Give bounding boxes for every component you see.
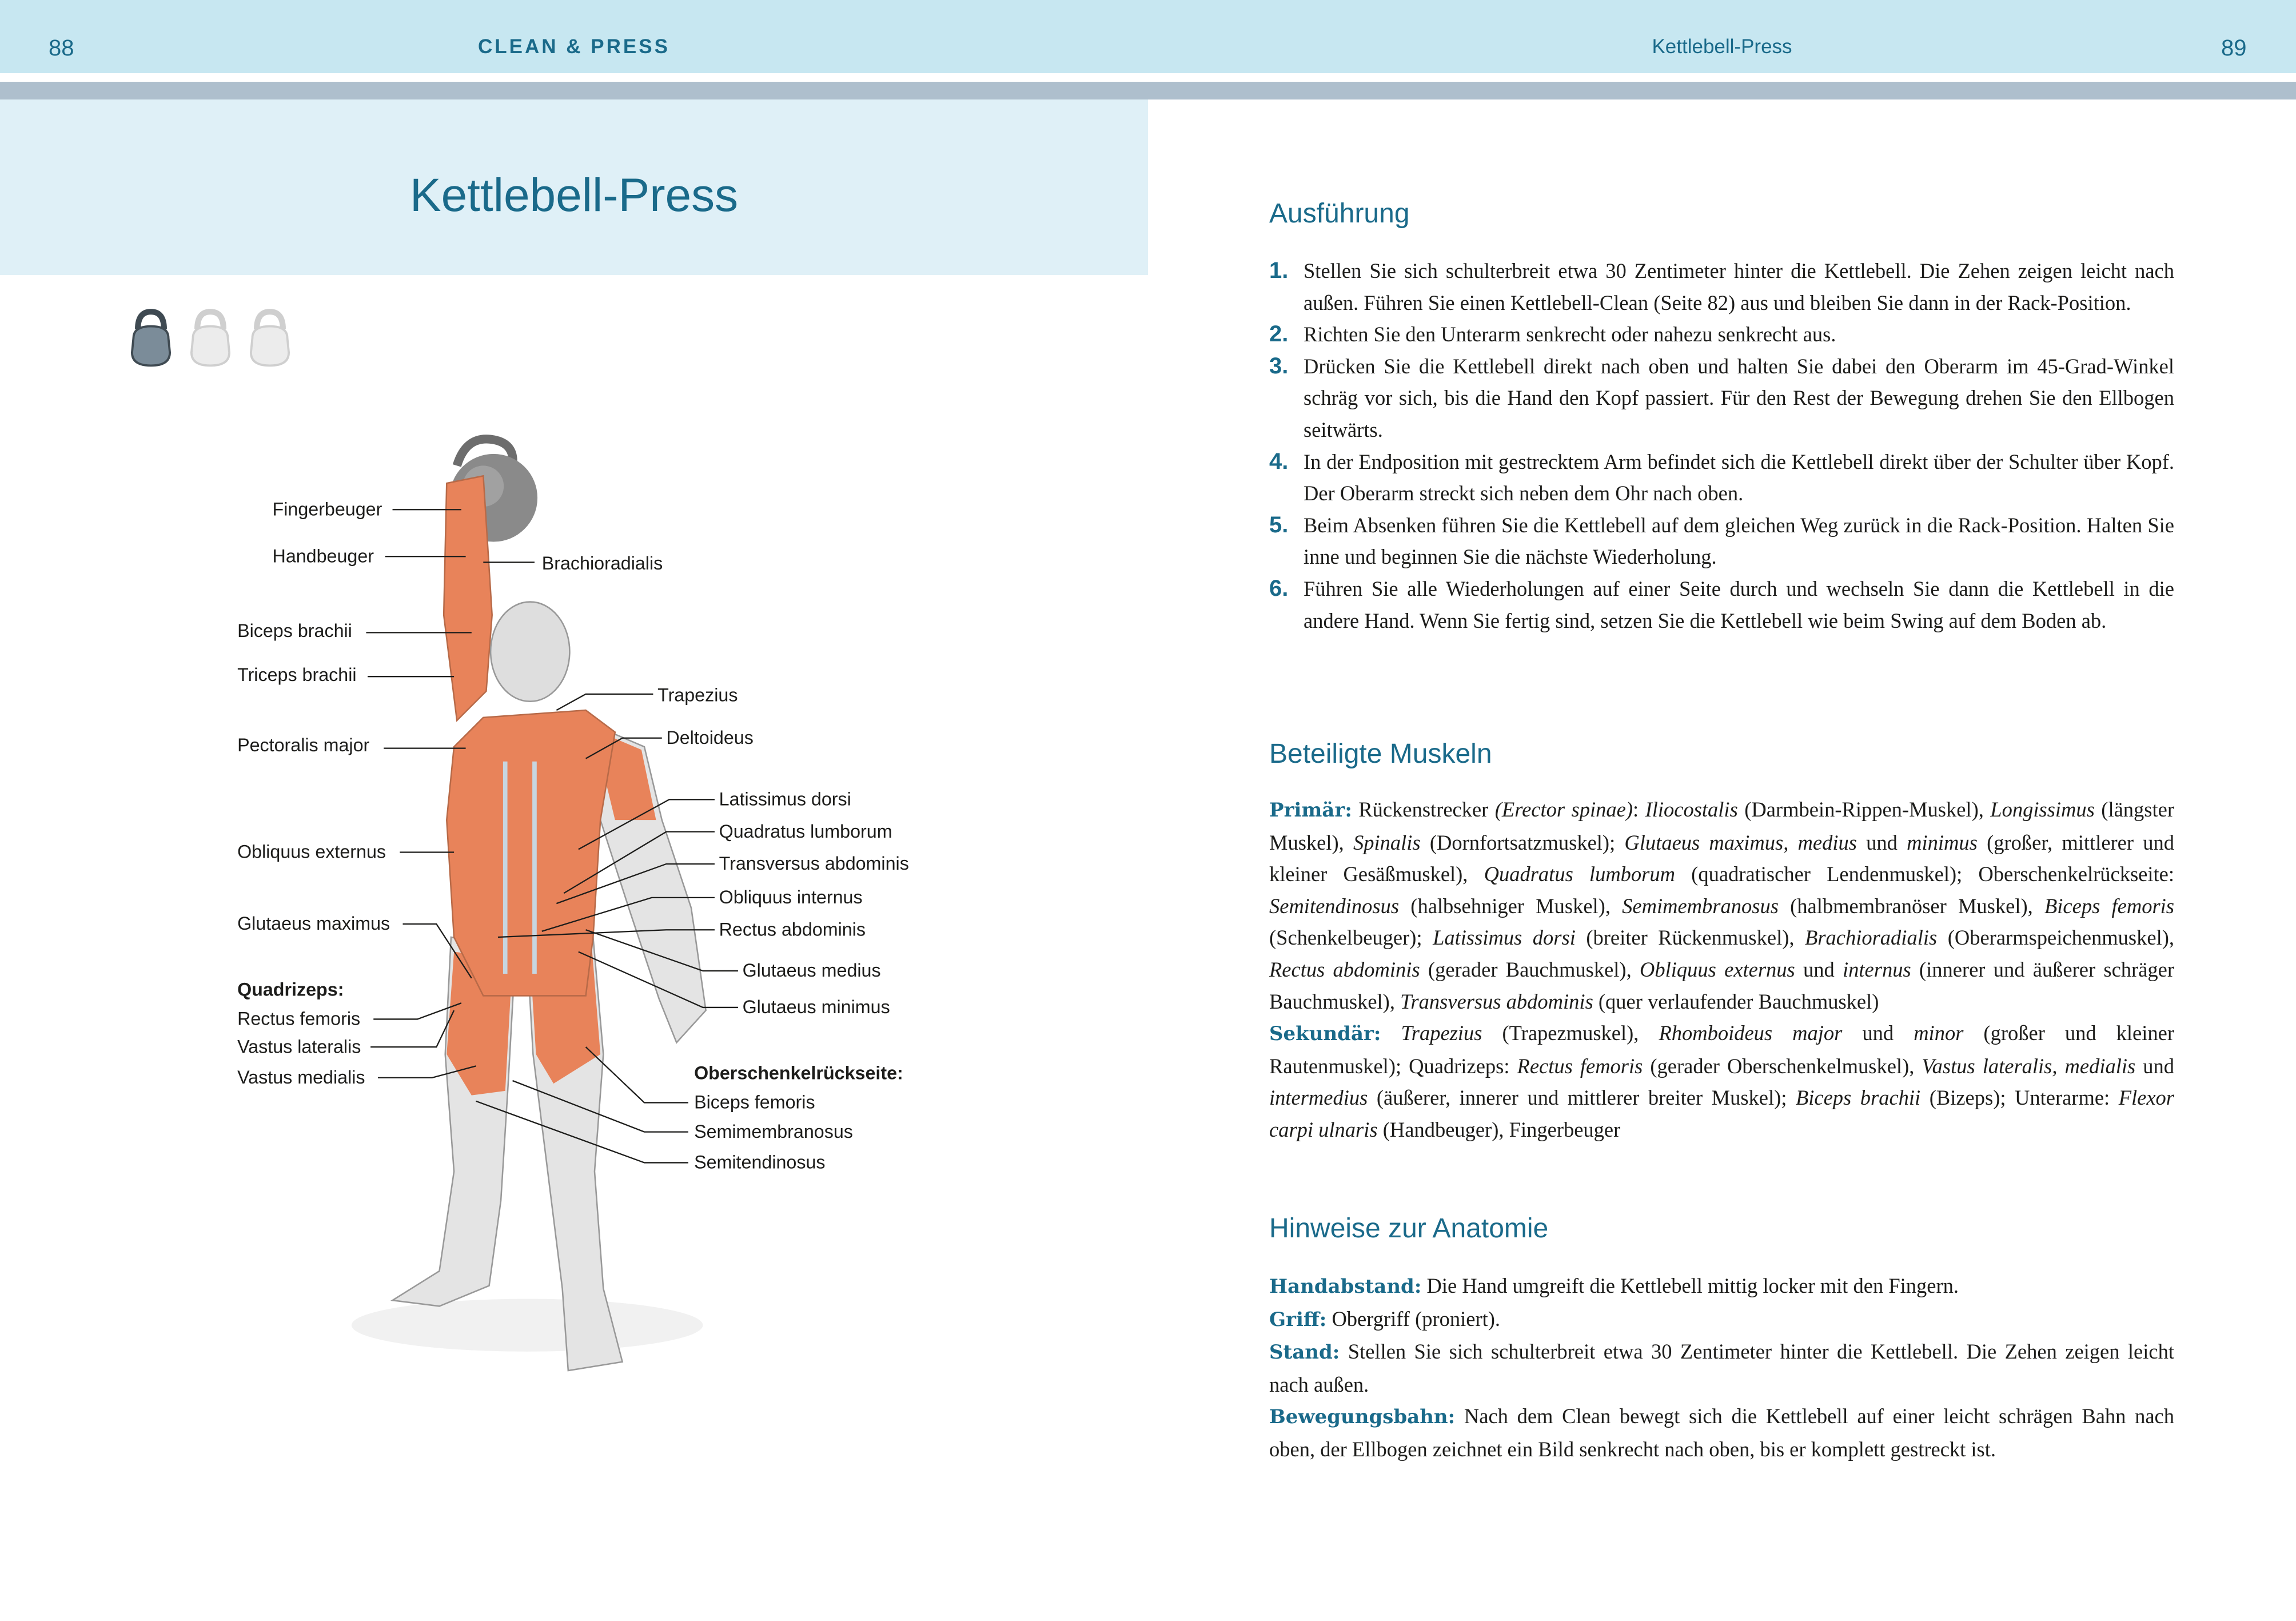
text-segment: und xyxy=(1842,1021,1914,1045)
step-item xyxy=(1269,255,2174,318)
note-label: Griff: xyxy=(1269,1308,1327,1331)
latin-term: Transversus abdominis xyxy=(1400,989,1593,1013)
latin-term: Brachioradialis xyxy=(1805,926,1938,950)
anatomy-note xyxy=(1269,1303,2174,1336)
text-segment: und xyxy=(1856,830,1907,854)
labels-left xyxy=(237,499,390,1088)
text-segment: (Trapezmuskel), xyxy=(1482,1021,1659,1045)
page-title: Kettlebell-Press xyxy=(409,169,739,221)
latin-term: Iliocostalis xyxy=(1645,798,1738,821)
text-segment: (großer und kleiner Rautenmuskel); Quadrizeps: xyxy=(1269,1021,2174,1078)
text-segment: (quadratischer Lendenmuskel); Oberschenkelrückseite: xyxy=(1675,862,2174,886)
execution-steps xyxy=(1269,255,2174,636)
note-text: Stellen Sie sich schulterbreit etwa 30 Zentimeter hinter die Kettlebell. Die Zehen zeigen leicht nach außen. xyxy=(1269,1340,2174,1396)
anatomy-note xyxy=(1269,1400,2174,1465)
text-segment: : xyxy=(1632,798,1645,821)
anatomy-notes xyxy=(1269,1270,2174,1465)
label-latissimus-dorsi: Latissimus dorsi xyxy=(719,788,851,810)
note-text: Die Hand umgreift die Kettlebell mittig locker mit den Fingern. xyxy=(1426,1274,1959,1297)
note-label: Handabstand: xyxy=(1269,1275,1422,1298)
label-obliquus-internus: Obliquus internus xyxy=(719,887,863,908)
latin-term: Biceps femoris xyxy=(2044,894,2174,918)
latin-term: Semimembranosus xyxy=(1622,894,1779,918)
label-quadratus-lumborum: Quadratus lumborum xyxy=(719,821,892,842)
secondary-muscles xyxy=(1269,1017,2174,1145)
text-segment: (Handbeuger), Fingerbeuger xyxy=(1377,1117,1621,1141)
step-number: 5. xyxy=(1269,512,1289,537)
step-item xyxy=(1269,351,2174,446)
left-running-head: CLEAN & PRESS xyxy=(478,35,670,58)
text-segment: (breiter Rückenmuskel), xyxy=(1575,926,1805,950)
step-number: 4. xyxy=(1269,448,1289,474)
left-page-number: 88 xyxy=(49,35,74,61)
text-segment: (quer verlaufender Bauchmuskel) xyxy=(1593,989,1879,1013)
note-label: Stand: xyxy=(1269,1341,1340,1364)
step-number: 6. xyxy=(1269,575,1289,601)
latin-term: Longissimus xyxy=(1990,798,2095,821)
note-label: Bewegungsbahn: xyxy=(1269,1405,1456,1429)
label-trapezius: Trapezius xyxy=(657,684,738,706)
text-segment: und xyxy=(1795,957,1843,981)
label-vastus-lateralis: Vastus lateralis xyxy=(237,1036,361,1057)
step-number: 3. xyxy=(1269,353,1289,379)
label-fingerbeuger: Fingerbeuger xyxy=(272,499,382,520)
step-number: 1. xyxy=(1269,258,1289,283)
text-segment: (Schenkelbeuger); xyxy=(1269,926,1433,950)
label-pectoralis-major: Pectoralis major xyxy=(237,734,370,755)
step-text: In der Endposition mit gestrecktem Arm befindet sich die Kettlebell direkt über der Schulter über Kopf. Der Oberarm streckt sich neben dem Ohr nach oben. xyxy=(1304,449,2174,505)
step-number: 2. xyxy=(1269,321,1289,347)
step-text: Führen Sie alle Wiederholungen auf einer Seite durch und wechseln Sie dann die Kettlebell in die andere Hand. Wenn Sie fertig sind, setzen Sie die Kettlebell wie beim Swing auf dem Boden ab. xyxy=(1304,576,2174,632)
latin-term: Latissimus dorsi xyxy=(1433,926,1576,950)
step-item xyxy=(1269,509,2174,573)
label-biceps-brachii: Biceps brachii xyxy=(237,620,352,642)
text-segment: (Darmbein-Rippen-Muskel), xyxy=(1737,798,1991,821)
heading-hinweise-anatomie: Hinweise zur Anatomie xyxy=(1269,1213,1549,1244)
latin-term: Semitendinosus xyxy=(1269,894,1400,918)
latin-term: Quadratus lumborum xyxy=(1484,862,1675,886)
text-segment: Rückenstrecker xyxy=(1358,798,1495,821)
step-item xyxy=(1269,446,2174,509)
heading-beteiligte-muskeln: Beteiligte Muskeln xyxy=(1269,739,1492,769)
step-text: Richten Sie den Unterarm senkrecht oder nahezu senkrecht aus. xyxy=(1304,322,1836,346)
step-item xyxy=(1269,318,2174,351)
label-deltoideus: Deltoideus xyxy=(666,727,754,748)
anatomy-note xyxy=(1269,1270,2174,1303)
secondary-label: Sekundär: xyxy=(1269,1022,1381,1046)
label-semimembranosus: Semimembranosus xyxy=(694,1121,853,1142)
label-glutaeus-maximus: Glutaeus maximus xyxy=(237,913,390,934)
latin-term: Obliquus externus xyxy=(1639,957,1795,981)
label-transversus-abdominis: Transversus abdominis xyxy=(719,853,909,874)
latin-term: minimus xyxy=(1907,830,1978,854)
text-segment: (halbmembranöser Muskel), xyxy=(1778,894,2044,918)
label-vastus-medialis: Vastus medialis xyxy=(237,1067,365,1088)
label-glutaeus-minimus: Glutaeus minimus xyxy=(742,997,890,1018)
text-segment: (halbsehniger Muskel), xyxy=(1399,894,1623,918)
step-text: Drücken Sie die Kettlebell direkt nach oben und halten Sie dabei den Oberarm im 45-Grad-Winkel schräg vor sich, bis die Hand den Kopf passiert. Für den Rest der Bewegung drehen Sie den Ellbogen seitwärts. xyxy=(1304,354,2174,441)
text-segment: (Dornfortsatzmuskel); xyxy=(1420,830,1625,854)
latin-term: Vastus lateralis, medialis xyxy=(1922,1054,2136,1078)
latin-term: intermedius xyxy=(1269,1086,1368,1110)
text-segment: und xyxy=(2135,1054,2175,1078)
latin-term: Spinalis xyxy=(1353,830,1421,854)
note-text: Nach dem Clean bewegt sich die Kettlebell auf einer leicht schrägen Bahn nach oben, der Ellbogen zeichnet ein Bild senkrecht nach oben, bis er komplett gestreckt ist. xyxy=(1269,1404,2174,1461)
latin-term: internus xyxy=(1843,957,1911,981)
label-hamstrings-heading: Oberschenkelrückseite: xyxy=(694,1062,903,1084)
label-rectus-femoris: Rectus femoris xyxy=(237,1008,361,1029)
label-quadrizeps-heading: Quadrizeps: xyxy=(237,979,344,1000)
right-page-number: 89 xyxy=(2221,35,2247,61)
latin-term: Biceps brachii xyxy=(1795,1086,1921,1110)
body-illustration xyxy=(352,439,706,1371)
label-glutaeus-medius: Glutaeus medius xyxy=(742,960,881,981)
latin-term: Rectus femoris xyxy=(1517,1054,1643,1078)
text-segment: (längster Muskel), xyxy=(1269,798,2174,854)
text-segment: (Oberarmspeichenmuskel), xyxy=(1937,926,2174,950)
label-rectus-abdominis: Rectus abdominis xyxy=(719,919,866,940)
anatomy-note xyxy=(1269,1336,2174,1400)
muscles-section xyxy=(1269,794,2174,1146)
label-semitendinosus: Semitendinosus xyxy=(694,1152,826,1173)
label-handbeuger: Handbeuger xyxy=(272,545,374,567)
latin-term: minor xyxy=(1914,1021,1964,1045)
text-segment: (gerader Oberschenkelmuskel), xyxy=(1643,1054,1922,1078)
label-biceps-femoris: Biceps femoris xyxy=(694,1092,815,1113)
latin-term: Flexor carpi ulnaris xyxy=(1269,1086,2174,1141)
text-segment: (großer, mittlerer und kleiner Gesäßmuskel), xyxy=(1269,830,2174,886)
label-brachioradialis: Brachioradialis xyxy=(541,553,663,574)
latin-term: Rhomboideus major xyxy=(1659,1021,1843,1045)
text-segment: (innerer und äußerer schräger Bauchmuskel), xyxy=(1269,957,2174,1013)
step-text: Beim Absenken führen Sie die Kettlebell auf dem gleichen Weg zurück in die Rack-Position. Halten Sie inne und beginnen Sie die nächste Wiederholung. xyxy=(1304,513,2174,569)
primary-label: Primär: xyxy=(1269,799,1352,822)
latin-term: Trapezius xyxy=(1401,1021,1482,1045)
heading-ausfuehrung: Ausführung xyxy=(1269,198,1410,229)
text-segment: (gerader Bauchmuskel), xyxy=(1420,957,1640,981)
step-item xyxy=(1269,573,2174,636)
latin-term: Rectus abdominis xyxy=(1269,957,1420,981)
step-text: Stellen Sie sich schulterbreit etwa 30 Zentimeter hinter die Kettlebell. Die Zehen zeigen leicht nach außen. Führen Sie einen Kettlebell-Clean (Seite 82) aus und bleiben Sie dann in der Rack-Position. xyxy=(1304,259,2174,314)
right-running-head: Kettlebell-Press xyxy=(1652,35,1792,58)
primary-muscles xyxy=(1269,794,2174,1017)
text-segment: (Bizeps); Unterarme: xyxy=(1920,1086,2119,1110)
label-obliquus-externus: Obliquus externus xyxy=(237,841,386,862)
text-segment: (äußerer, innerer und mittlerer breiter Muskel); xyxy=(1368,1086,1796,1110)
label-triceps-brachii: Triceps brachii xyxy=(237,664,357,685)
latin-term: (Erector spinae) xyxy=(1494,798,1633,821)
note-text: Obergriff (proniert). xyxy=(1332,1307,1501,1331)
latin-term: Glutaeus maximus, medius xyxy=(1624,830,1857,854)
